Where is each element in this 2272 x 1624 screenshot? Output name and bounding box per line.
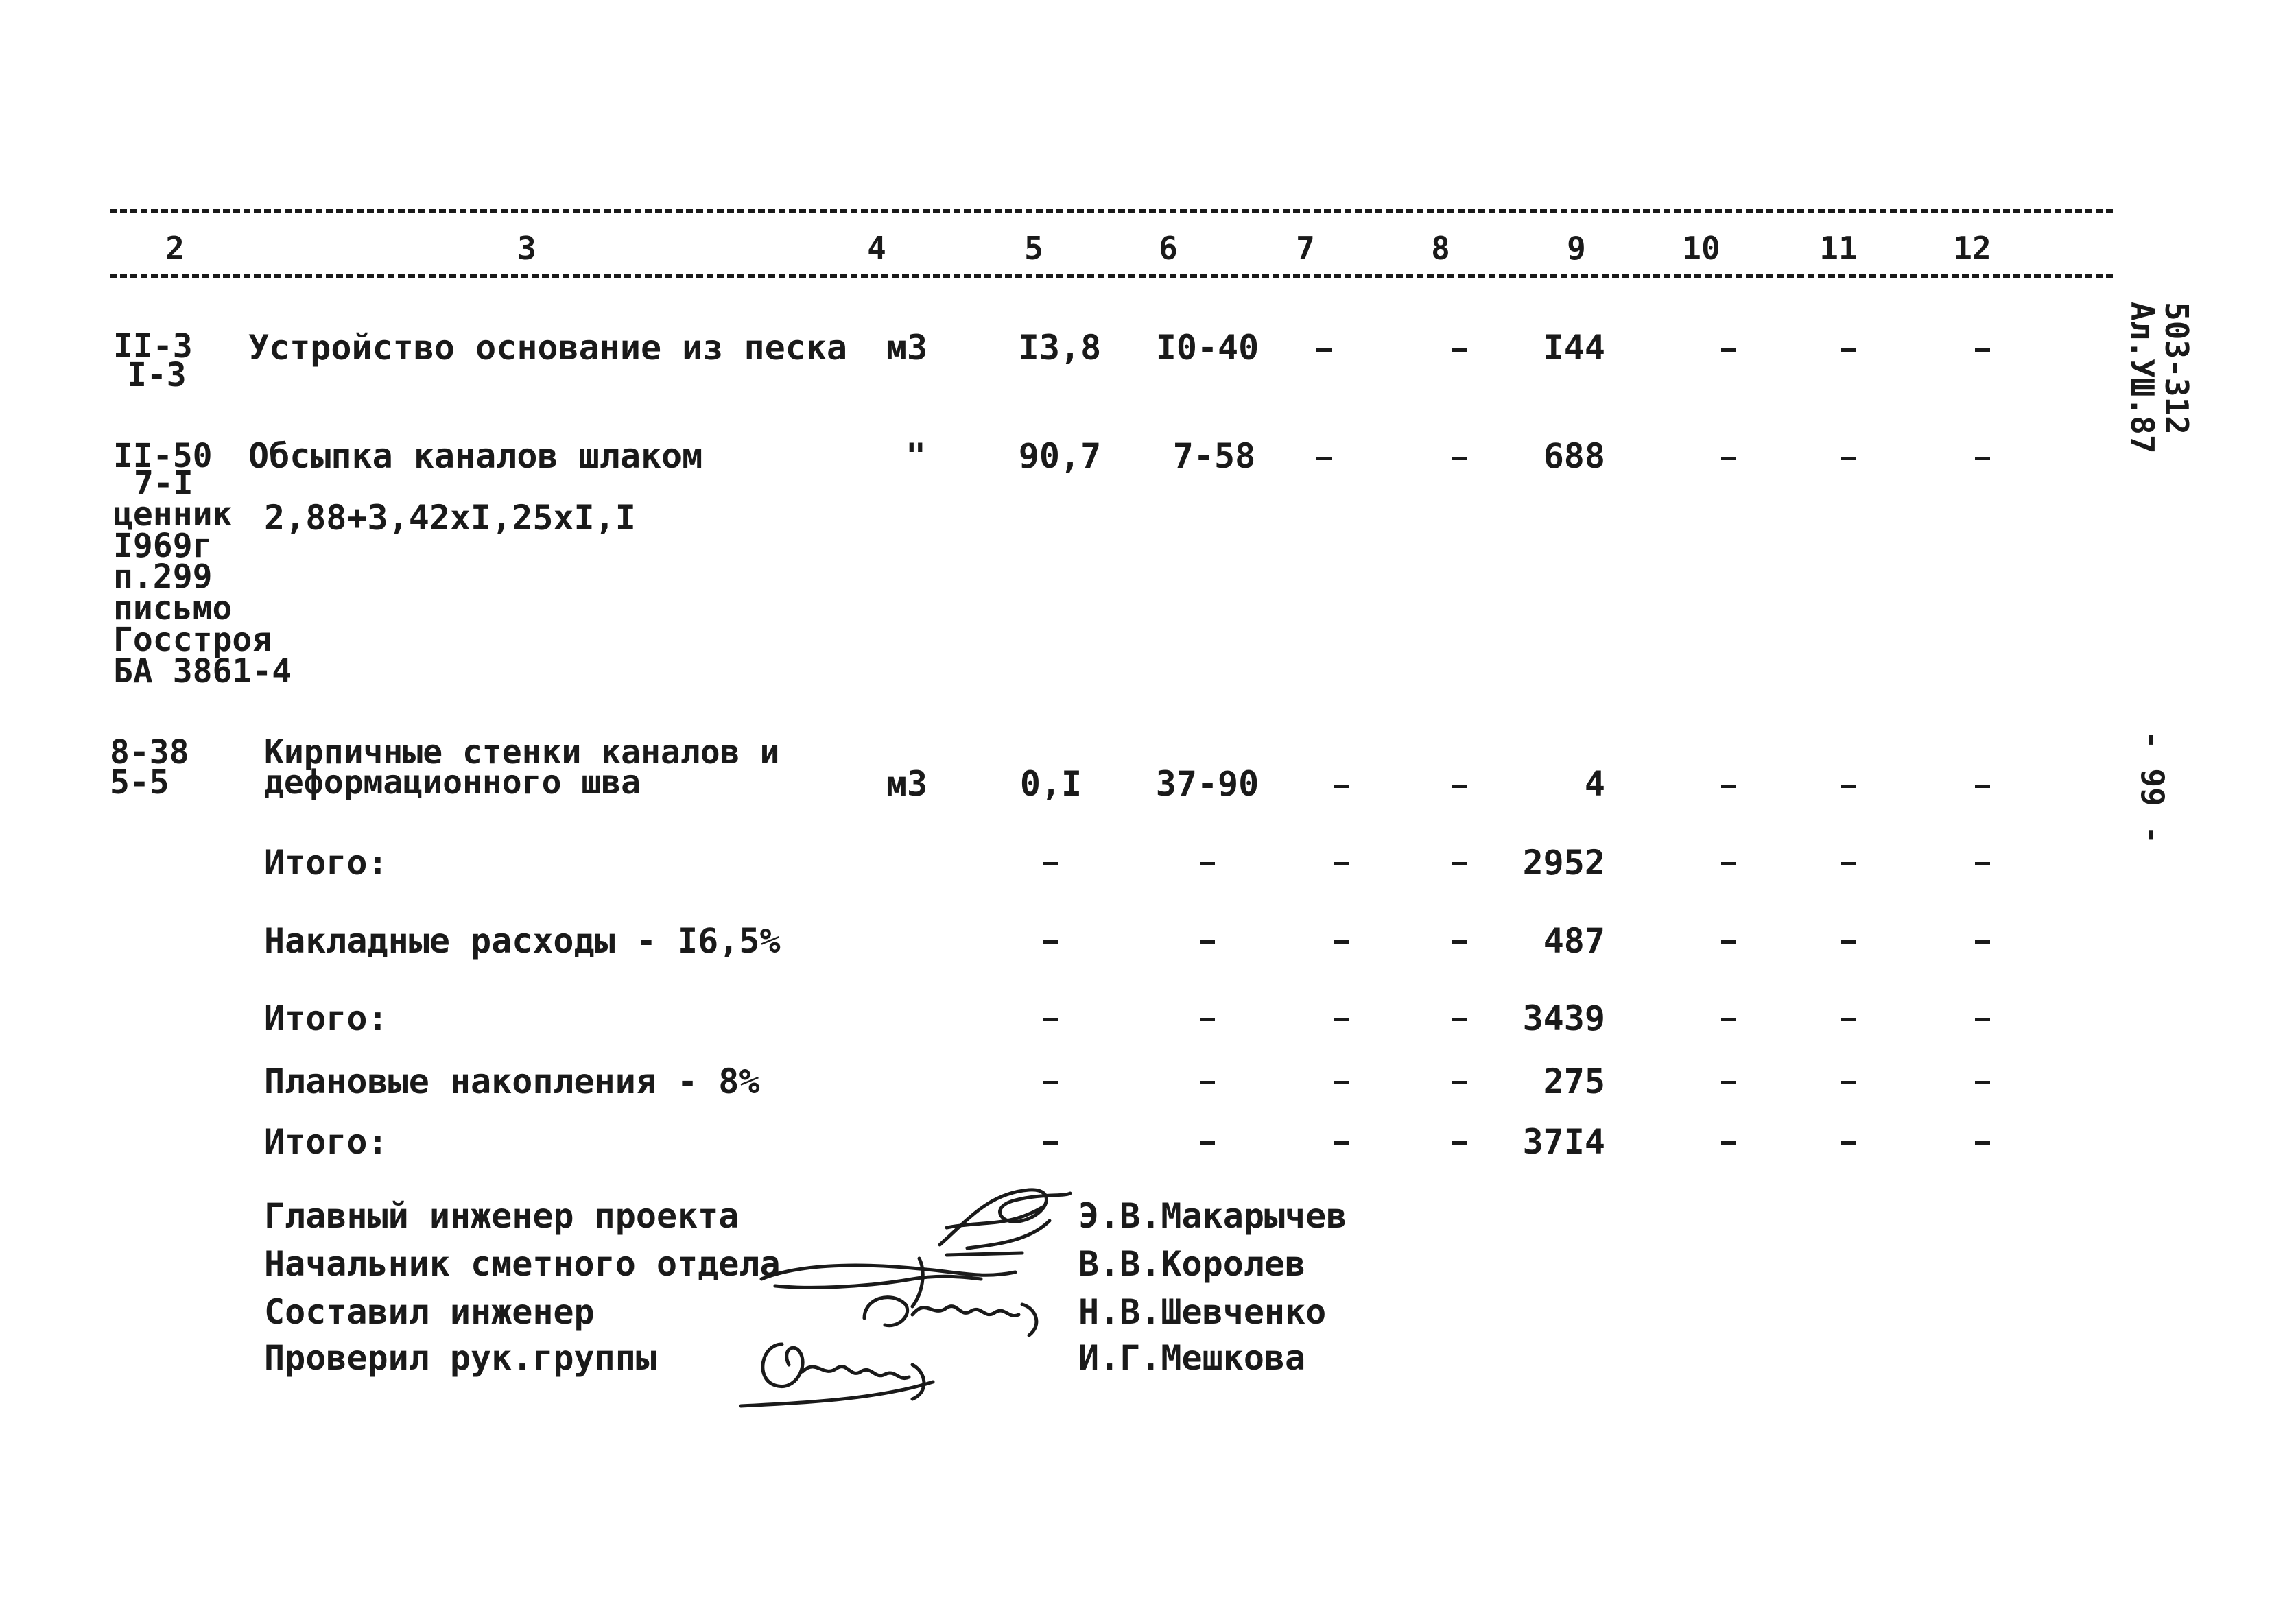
col-header-4: 4 — [867, 230, 886, 267]
summary-total: 3439 — [1522, 999, 1605, 1038]
col-header-2: 2 — [165, 230, 185, 267]
row-c10 — [1721, 785, 1736, 788]
row-c11 — [1841, 785, 1856, 788]
col-header-12: 12 — [1953, 230, 1991, 267]
summary-c6 — [1200, 1081, 1215, 1084]
summary-c6 — [1200, 940, 1215, 944]
summary-c12 — [1975, 1018, 1990, 1021]
row-name: деформационного шва — [264, 763, 641, 802]
row-code: 8-38 — [110, 733, 189, 772]
row-code: письмо — [113, 589, 233, 628]
summary-c11 — [1841, 1081, 1856, 1084]
col-header-5: 5 — [1024, 230, 1043, 267]
row-formula: 2,88+3,42xI,25xI,I — [264, 498, 636, 538]
row-c8 — [1452, 457, 1467, 460]
summary-c11 — [1841, 1018, 1856, 1021]
signature-name: Э.В.Макарычев — [1078, 1196, 1347, 1236]
row-code: ценник — [113, 495, 233, 534]
row-c7 — [1316, 457, 1332, 460]
summary-c8 — [1452, 1018, 1467, 1021]
row-name: Кирпичные стенки каналов и — [264, 733, 780, 772]
summary-total: 2952 — [1522, 843, 1605, 883]
summary-c12 — [1975, 862, 1990, 865]
summary-label: Итого: — [264, 843, 388, 883]
summary-c7 — [1334, 862, 1349, 865]
summary-c11 — [1841, 940, 1856, 944]
side-code-line1: 503-312 — [2158, 302, 2195, 435]
col-header-8: 8 — [1431, 230, 1450, 267]
row-code: 7-I — [134, 464, 193, 503]
summary-c12 — [1975, 1081, 1990, 1084]
summary-total: 37I4 — [1522, 1122, 1605, 1162]
row-name: Устройство основание из песка — [248, 328, 847, 368]
summary-c5 — [1043, 940, 1058, 944]
row-c11 — [1841, 348, 1856, 352]
row-code: I969г — [113, 527, 213, 565]
col-header-7: 7 — [1296, 230, 1315, 267]
col-header-3: 3 — [517, 230, 536, 267]
summary-c10 — [1721, 862, 1736, 865]
row-price: 37-90 — [1155, 764, 1259, 804]
side-document-code — [2158, 302, 2195, 435]
summary-label: Плановые накопления - 8% — [264, 1062, 760, 1101]
summary-c10 — [1721, 1141, 1736, 1145]
summary-label: Итого: — [264, 1122, 388, 1162]
col-header-9: 9 — [1567, 230, 1586, 267]
signature-role: Составил инженер — [264, 1292, 595, 1332]
row-code: II-50 — [113, 437, 213, 475]
row-code: I-3 — [127, 356, 187, 394]
summary-c8 — [1452, 1081, 1467, 1084]
signature-role: Главный инженер проекта — [264, 1196, 739, 1236]
row-unit: м3 — [886, 328, 928, 368]
summary-label: Накладные расходы - I6,5% — [264, 921, 781, 961]
row-c12 — [1975, 457, 1990, 460]
row-c10 — [1721, 457, 1736, 460]
col-header-11: 11 — [1819, 230, 1858, 267]
summary-c11 — [1841, 862, 1856, 865]
row-unit: " — [905, 436, 927, 476]
row-name: Обсыпка каналов шлаком — [248, 436, 703, 476]
summary-c8 — [1452, 1141, 1467, 1145]
row-c7 — [1316, 348, 1332, 352]
side-album-code — [2124, 302, 2161, 454]
row-c12 — [1975, 785, 1990, 788]
summary-c5 — [1043, 1141, 1058, 1145]
summary-c12 — [1975, 1141, 1990, 1145]
summary-c5 — [1043, 862, 1058, 865]
summary-c6 — [1200, 1018, 1215, 1021]
summary-c6 — [1200, 1141, 1215, 1145]
header-bottom-rule — [110, 274, 2113, 278]
row-c8 — [1452, 785, 1467, 788]
summary-c8 — [1452, 862, 1467, 865]
row-qty: 0,I — [1019, 764, 1082, 804]
row-c11 — [1841, 457, 1856, 460]
row-code: Госстроя — [113, 621, 272, 659]
row-c7 — [1334, 785, 1349, 788]
signature-name: В.В.Королев — [1078, 1244, 1306, 1284]
summary-label: Итого: — [264, 999, 388, 1038]
summary-c6 — [1200, 862, 1215, 865]
signature-role: Проверил рук.группы — [264, 1338, 656, 1378]
page-number: - 99 - — [2134, 730, 2171, 845]
row-c8 — [1452, 348, 1467, 352]
row-total: I44 — [1543, 328, 1605, 368]
row-total: 688 — [1543, 436, 1605, 476]
side-page-number — [2134, 730, 2171, 844]
summary-c8 — [1452, 940, 1467, 944]
summary-c11 — [1841, 1141, 1856, 1145]
summary-c10 — [1721, 1018, 1736, 1021]
row-qty: 90,7 — [1018, 436, 1102, 476]
signature-scrawl-4 — [727, 1317, 974, 1420]
row-code: п.299 — [113, 558, 213, 596]
header-top-rule — [110, 209, 2113, 213]
summary-total: 487 — [1543, 921, 1605, 961]
signature-name: Н.В.Шевченко — [1078, 1292, 1327, 1332]
signature-role: Начальник сметного отдела — [264, 1244, 781, 1284]
row-price: 7-58 — [1172, 436, 1256, 476]
row-code: II-3 — [113, 327, 193, 366]
signature-name: И.Г.Мешкова — [1078, 1338, 1306, 1378]
row-total: 4 — [1584, 764, 1605, 804]
summary-c7 — [1334, 940, 1349, 944]
summary-c5 — [1043, 1018, 1058, 1021]
summary-c7 — [1334, 1018, 1349, 1021]
row-c12 — [1975, 348, 1990, 352]
summary-c12 — [1975, 940, 1990, 944]
row-code: БА 3861-4 — [113, 652, 292, 691]
summary-c5 — [1043, 1081, 1058, 1084]
row-c10 — [1721, 348, 1736, 352]
col-header-10: 10 — [1682, 230, 1720, 267]
summary-c10 — [1721, 1081, 1736, 1084]
row-unit: м3 — [886, 764, 928, 804]
row-qty: I3,8 — [1018, 328, 1102, 368]
col-header-6: 6 — [1159, 230, 1178, 267]
summary-total: 275 — [1543, 1062, 1605, 1101]
summary-c7 — [1334, 1141, 1349, 1145]
row-price: I0-40 — [1155, 328, 1259, 368]
side-code-line2: Ал.УШ.87 — [2124, 302, 2161, 454]
row-code: 5-5 — [110, 763, 169, 802]
summary-c7 — [1334, 1081, 1349, 1084]
summary-c10 — [1721, 940, 1736, 944]
